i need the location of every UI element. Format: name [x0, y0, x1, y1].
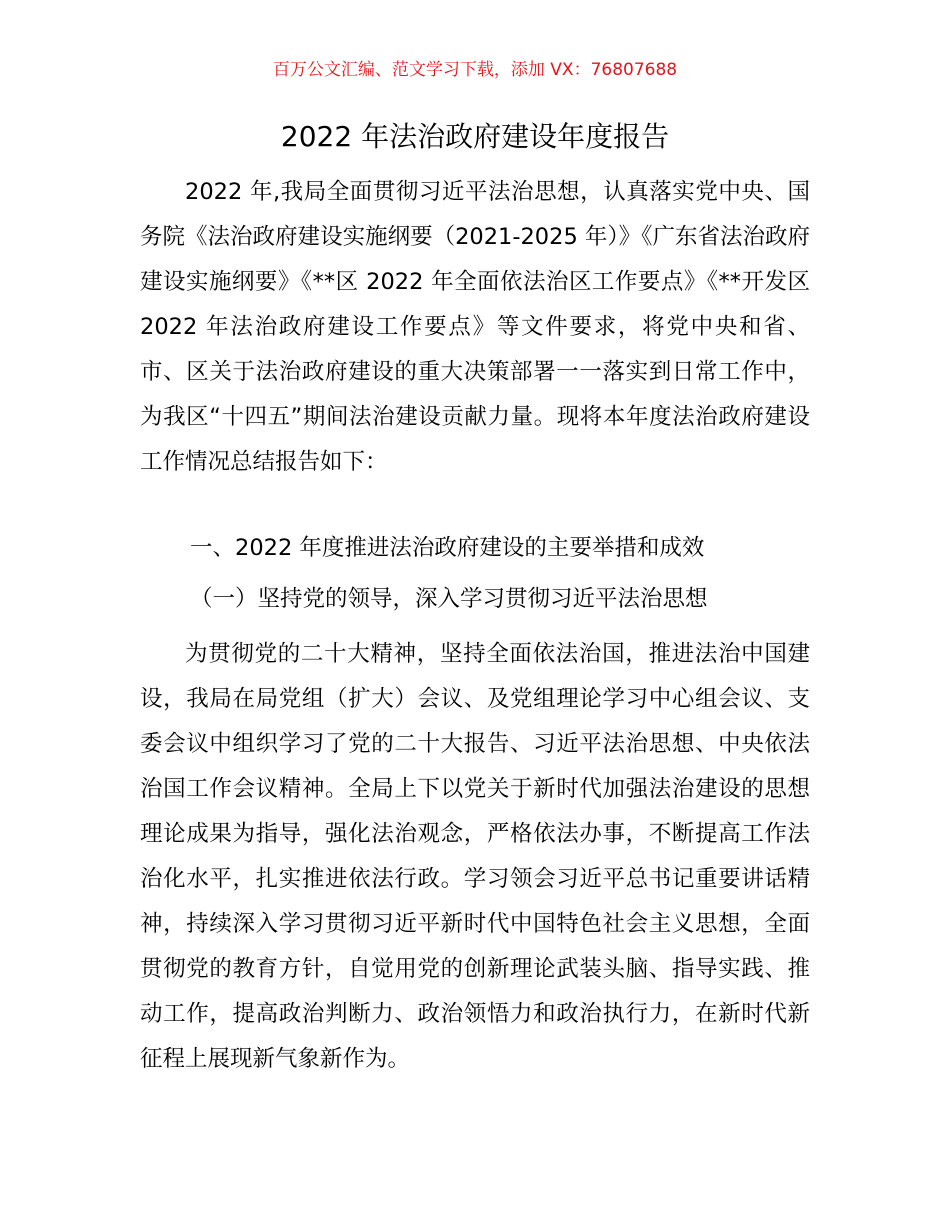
subsection-heading: （一）坚持党的领导，深入学习贯彻习近平法治思想: [190, 586, 708, 612]
document-title: 2022 年法治政府建设年度报告: [280, 120, 670, 153]
intro-paragraph: 2022 年,我局全面贯彻习近平法治思想，认真落实党中央、国务院《法治政府建设实施纲要（2021-2025 年）》《广东省法治政府建设实施纲要》《**区 2022 年全面依法治区工作要点》《**开发区 2022 年法治政府建设工作要点》等文件要求，将党中央和省、市、区关于法治政府建设的重大决策部署一一落实到日常工作中，为我区“十四五”期间法治建设贡献力量。现将本年度法治政府建设工作情况总结报告如下：: [140, 179, 810, 475]
watermark-header: 百万公文汇编、范文学习下载，添加 VX：76807688: [272, 60, 678, 80]
section-heading: 一、2022 年度推进法治政府建设的主要举措和成效: [190, 535, 705, 561]
body-paragraph: 为贯彻党的二十大精神，坚持全面依法治国，推进法治中国建设，我局在局党组（扩大）会议、及党组理论学习中心组会议、支委会议中组织学习了党的二十大报告、习近平法治思想、中央依法治国工作会议精神。全局上下以党关于新时代加强法治建设的思想理论成果为指导，强化法治观念，严格依法办事，不断提高工作法治化水平，扎实推进依法行政。学习领会习近平总书记重要讲话精神，持续深入学习贯彻习近平新时代中国特色社会主义思想，全面贯彻党的教育方针，自觉用党的创新理论武装头脑、指导实践、推动工作，提高政治判断力、政治领悟力和政治执行力，在新时代新征程上展现新气象新作为。: [140, 641, 810, 1072]
